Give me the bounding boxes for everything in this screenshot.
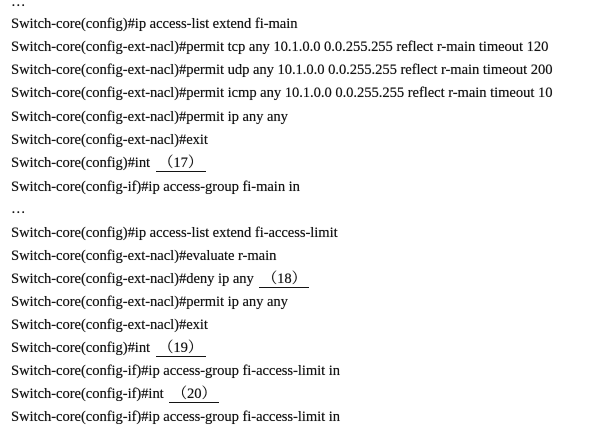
- line-text: Switch-core(config)#ip access-list extend fi-access-limit: [11, 225, 338, 241]
- line-text: Switch-core(config-if)#ip access-group fi-access-limit in: [11, 409, 341, 425]
- line-text: Switch-core(config-ext-nacl)#evaluate r-main: [11, 248, 277, 264]
- line-text: Switch-core(config-ext-nacl)#exit: [11, 132, 208, 148]
- answer-blank-20: （20）: [169, 387, 219, 403]
- config-line: [11, 224, 338, 242]
- config-line: [11, 15, 297, 33]
- config-line: [11, 408, 340, 426]
- line-text: Switch-core(config)#int: [11, 340, 154, 356]
- line-text: Switch-core(config)#int: [11, 155, 154, 171]
- line-text: Switch-core(config)#ip access-list extend fi-main: [11, 16, 298, 32]
- line-text: Switch-core(config-ext-nacl)#permit ip any any: [11, 294, 288, 310]
- line-text: Switch-core(config-ext-nacl)#deny ip any: [11, 271, 258, 287]
- line-text: Switch-core(config-ext-nacl)#exit: [11, 317, 208, 333]
- ellipsis-line: [11, 0, 26, 11]
- answer-blank-17: （17）: [156, 156, 206, 172]
- config-line: [11, 247, 276, 265]
- line-text: Switch-core(config-if)#ip access-group fi-main in: [11, 179, 300, 195]
- config-line: [11, 61, 552, 79]
- line-text: …: [11, 201, 26, 217]
- config-line-with-blank: [11, 339, 206, 357]
- config-line-with-blank: [11, 270, 309, 288]
- line-text: …: [11, 0, 26, 10]
- line-text: Switch-core(config-ext-nacl)#permit udp any 10.1.0.0 0.0.255.255 reflect r-main timeout 200: [11, 62, 553, 78]
- line-text: Switch-core(config-if)#ip access-group fi-access-limit in: [11, 363, 341, 379]
- config-line: [11, 38, 548, 56]
- answer-blank-19: （19）: [156, 341, 206, 357]
- config-line: [11, 178, 300, 196]
- line-text: Switch-core(config-ext-nacl)#permit ip any any: [11, 109, 288, 125]
- config-line-with-blank: [11, 154, 206, 172]
- config-line: [11, 108, 288, 126]
- line-text: Switch-core(config-if)#int: [11, 386, 168, 402]
- line-text: Switch-core(config-ext-nacl)#permit icmp any 10.1.0.0 0.0.255.255 reflect r-main timeout 10: [11, 85, 553, 101]
- config-line: [11, 293, 288, 311]
- config-line: [11, 362, 340, 380]
- config-line: [11, 84, 552, 102]
- answer-blank-18: （18）: [259, 272, 309, 288]
- config-line: [11, 131, 208, 149]
- config-line: [11, 316, 208, 334]
- ellipsis-line: [11, 200, 26, 218]
- line-text: Switch-core(config-ext-nacl)#permit tcp any 10.1.0.0 0.0.255.255 reflect r-main timeout 120: [11, 39, 549, 55]
- config-line-with-blank: [11, 385, 219, 403]
